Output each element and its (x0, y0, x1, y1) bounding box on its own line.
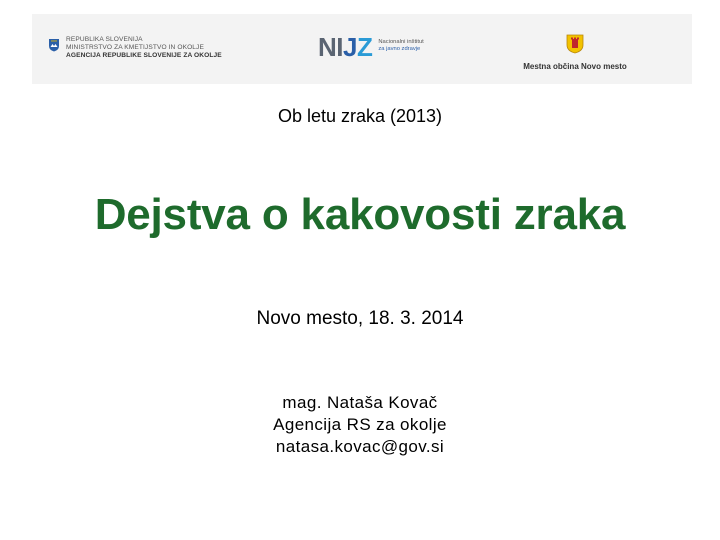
ministry-line-1: REPUBLIKA SLOVENIJA (66, 36, 143, 43)
nijz-mark-ni: NI (318, 32, 343, 62)
author-email: natasa.kovac@gov.si (275, 437, 445, 456)
slide-subtitle: Ob letu zraka (2013) (277, 106, 443, 126)
municipality-logo (500, 34, 650, 71)
novo-mesto-crest-icon (566, 34, 584, 54)
municipality-name: Mestna občina Novo mesto (523, 62, 627, 71)
nijz-subtitle-2: za javno zdravje (378, 45, 421, 52)
author-name: mag. Nataša Kovač (282, 393, 438, 412)
slovenia-crest-icon (48, 38, 60, 52)
ministry-line-3: AGENCIJA REPUBLIKE SLOVENIJE ZA OKOLJE (66, 52, 222, 59)
nijz-wordmark (318, 32, 372, 63)
nijz-mark-z: Z (356, 32, 373, 62)
nijz-subtitle-1: Nacionalni inštitut (378, 38, 424, 45)
author-block (0, 392, 720, 458)
ministry-line-2: MINISTRSTVO ZA KMETIJSTVO IN OKOLJE (66, 44, 204, 51)
ministry-logo (48, 36, 222, 60)
nijz-logo (318, 32, 424, 63)
place-date: Novo mesto, 18. 3. 2014 (256, 308, 464, 329)
nijz-mark-j: J (343, 32, 357, 62)
author-organization: Agencija RS za okolje (273, 415, 447, 434)
slide-title: Dejstva o kakovosti zraka (94, 190, 626, 239)
